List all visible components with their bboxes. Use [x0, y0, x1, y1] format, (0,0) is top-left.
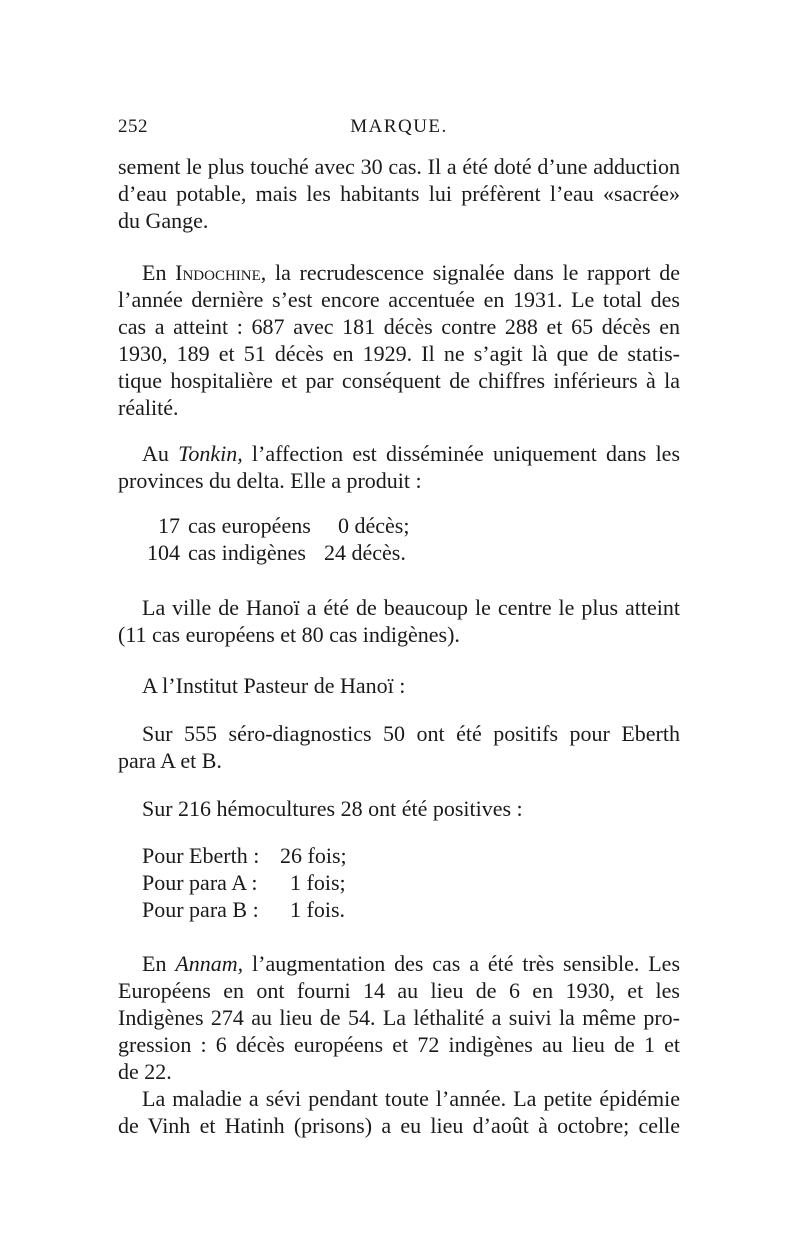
paragraph-1: [118, 153, 680, 234]
table-cell-deaths: 0 décès;: [338, 513, 410, 538]
text-line: 1930, 189 et 51 décès en 1929. Il ne s’agit là que de statis-: [118, 341, 680, 366]
text-line: de 22.: [118, 1059, 172, 1084]
table-cell-label: Pour para B :: [142, 897, 259, 922]
text-line: de Vinh et Hatinh (prisons) a eu lieu d’août à octobre; celle: [118, 1113, 680, 1138]
text-line: Européens en ont fourni 14 au lieu de 6 en 1930, et les: [118, 978, 680, 1003]
text-line: Sur 216 hémocultures 28 ont été positives :: [142, 796, 523, 821]
table-cell-value: 1 fois.: [290, 897, 345, 922]
text-line: (11 cas européens et 80 cas indigènes).: [118, 622, 460, 647]
running-title: MARQUE.: [350, 116, 448, 137]
region-name: Indochine,: [175, 260, 267, 285]
text-line: d’eau potable, mais les habitants lui préfèrent l’eau «sacrée»: [118, 181, 680, 206]
text-line: tique hospitalière et par conséquent de chiffres inférieurs à la: [118, 368, 680, 393]
table-cell-deaths: 24 décès.: [324, 540, 406, 565]
text-line: l’année dernière s’est encore accentuée en 1931. Le total des: [118, 287, 680, 312]
text-line: sement le plus touché avec 30 cas. Il a été doté d’une adduction: [118, 154, 680, 179]
table-cell-label: Pour para A :: [142, 870, 258, 895]
text-line: provinces du delta. Elle a produit :: [118, 468, 422, 493]
table-cell-number: 104: [147, 540, 180, 565]
region-name: Annam,: [175, 951, 244, 976]
paragraph-hemocultures: [118, 795, 680, 822]
text-line: La ville de Hanoï a été de beaucoup le centre le plus atteint: [142, 595, 680, 620]
text-line: Indigènes 274 au lieu de 54. La léthalité a suivi la même pro-: [118, 1005, 680, 1030]
page-number: 252: [118, 116, 148, 137]
text-line: Sur 555 séro-diagnostics 50 ont été positifs pour Eberth: [142, 721, 680, 746]
page-header: [118, 116, 680, 146]
table-cell-value: 1 fois;: [290, 870, 346, 895]
paragraph-indochine: [118, 259, 680, 421]
paragraph-annam: [118, 950, 680, 1085]
paragraph-maladie: [118, 1085, 680, 1139]
text-line: réalité.: [118, 395, 179, 420]
text-line: A l’Institut Pasteur de Hanoï :: [142, 673, 406, 698]
region-name: Tonkin,: [178, 441, 243, 466]
paragraph-serodiagnostics: [118, 720, 680, 774]
paragraph-institut: [118, 672, 680, 699]
text-line: gression : 6 décès européens et 72 indigènes au lieu de 1 et: [118, 1032, 680, 1057]
text-line: En Indochine, la recrudescence signalée dans le rapport de: [142, 260, 680, 285]
text-line: En Annam, l’augmentation des cas a été très sensible. Les: [142, 951, 681, 976]
text-line: para A et B.: [118, 748, 222, 773]
table-cell-number: 17: [158, 513, 180, 538]
table-cell-label: cas européens: [188, 513, 311, 538]
text-line: La maladie a sévi pendant toute l’année. La petite épidémie: [142, 1086, 680, 1111]
table-cell-label: cas indigènes: [188, 540, 306, 565]
text-line: Au Tonkin, l’affection est disséminée uniquement dans les: [142, 441, 681, 466]
text-line: cas a atteint : 687 avec 181 décès contre 288 et 65 décès en: [118, 314, 680, 339]
table-cell-label: Pour Eberth :: [142, 843, 260, 868]
text-line: du Gange.: [118, 208, 209, 233]
table-cell-value: 26 fois;: [280, 843, 347, 868]
paragraph-tonkin: [118, 440, 680, 494]
paragraph-hanoi: [118, 594, 680, 648]
